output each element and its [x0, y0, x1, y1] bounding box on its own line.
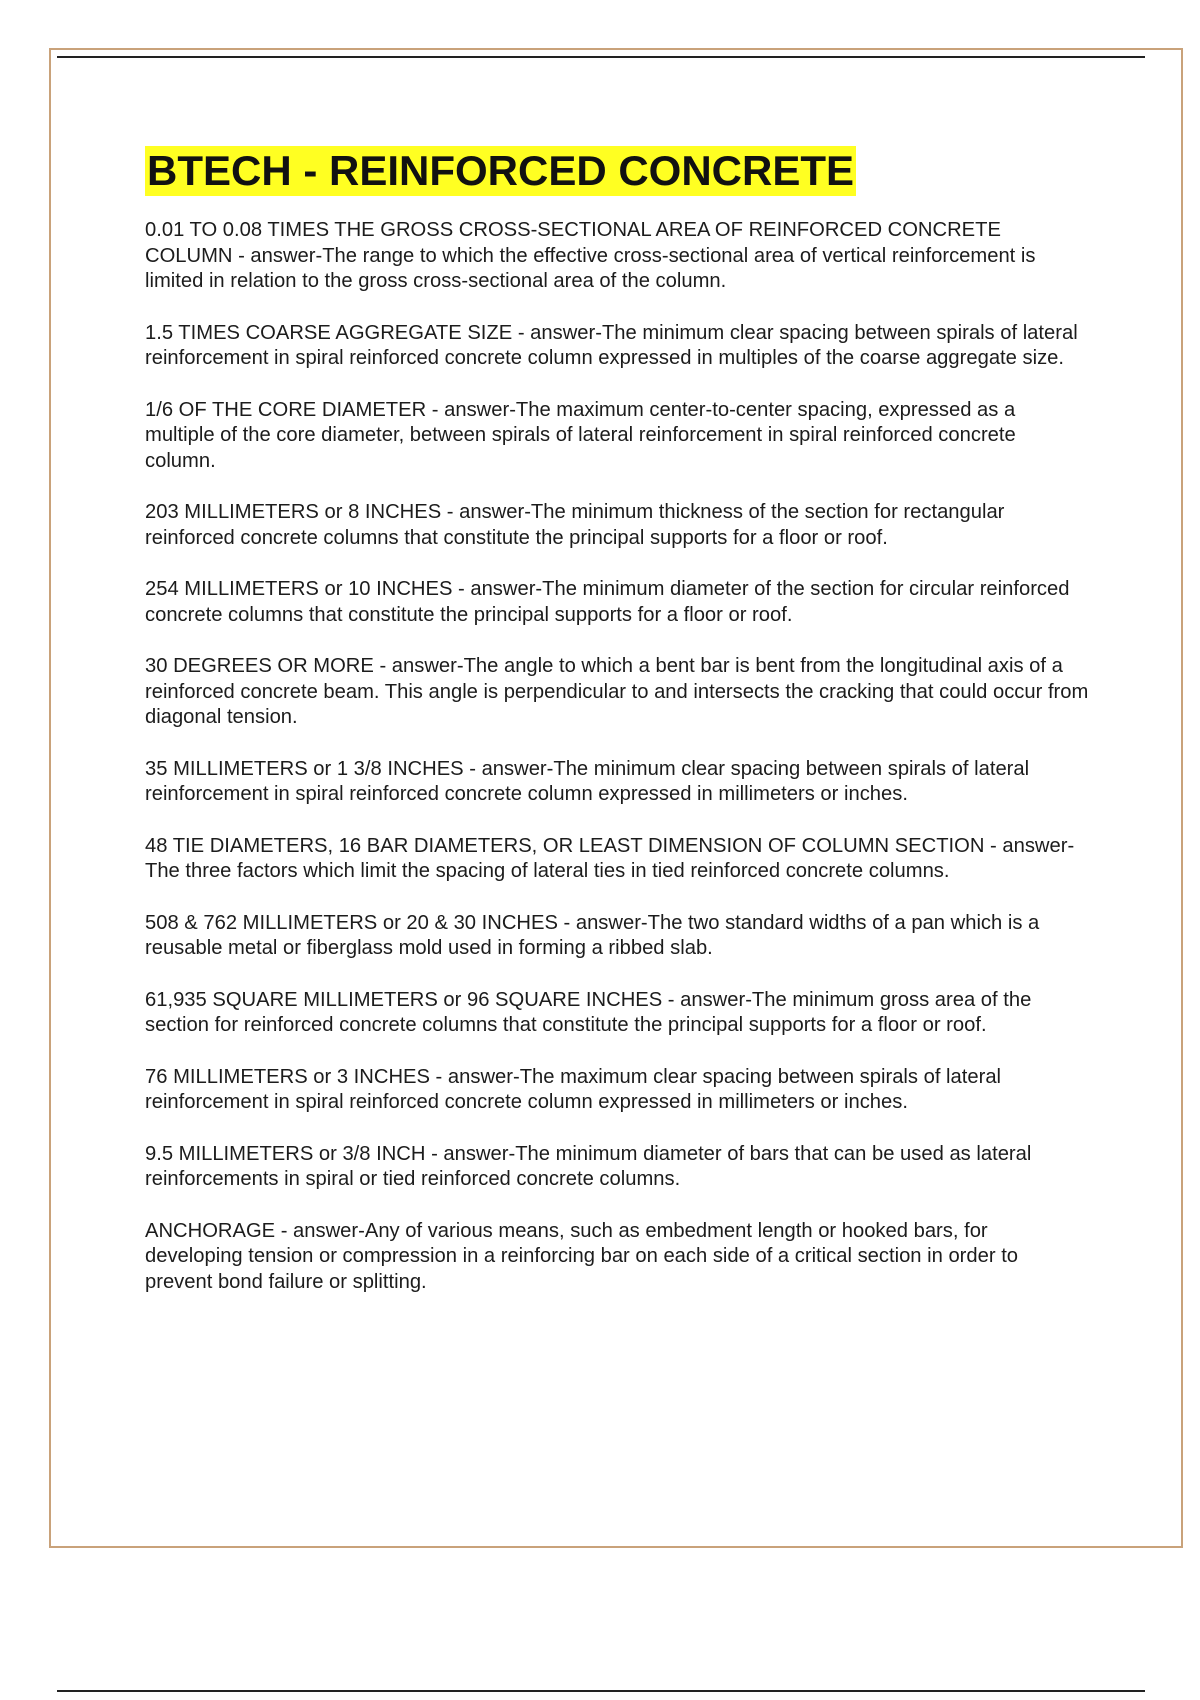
qa-item: 30 DEGREES OR MORE - answer-The angle to which a bent bar is bent from the longitudinal axis of a reinforced concrete beam. This angle is perpendicular to and intersects the cracking that could occur from diagonal tension.	[145, 655, 1089, 728]
qa-item: 76 MILLIMETERS or 3 INCHES - answer-The maximum clear spacing between spirals of lateral reinforcement in spiral reinforced concrete column expressed in millimeters or inches.	[145, 1065, 1002, 1113]
qa-item: ANCHORAGE - answer-Any of various means, such as embedment length or hooked bars, for developing tension or compression in a reinforcing bar on each side of a critical section in order to prevent bond failure or splitting.	[145, 1219, 1019, 1293]
document-content	[145, 146, 1090, 1321]
qa-list	[145, 218, 1090, 1295]
qa-item: 508 & 762 MILLIMETERS or 20 & 30 INCHES - answer-The two standard widths of a pan which is a reusable metal or fiberglass mold used in forming a ribbed slab.	[145, 911, 1040, 959]
qa-item: 254 MILLIMETERS or 10 INCHES - answer-The minimum diameter of the section for circular reinforced concrete columns that constitute the principal supports for a floor or roof.	[145, 578, 1070, 626]
qa-item: 48 TIE DIAMETERS, 16 BAR DIAMETERS, OR LEAST DIMENSION OF COLUMN SECTION - answer-The three factors which limit the spacing of lateral ties in tied reinforced concrete columns.	[145, 834, 1075, 882]
qa-item: 61,935 SQUARE MILLIMETERS or 96 SQUARE INCHES - answer-The minimum gross area of the section for reinforced concrete columns that constitute the principal supports for a floor or roof.	[145, 988, 1032, 1036]
qa-item: 0.01 TO 0.08 TIMES THE GROSS CROSS-SECTIONAL AREA OF REINFORCED CONCRETE COLUMN - answer-The range to which the effective cross-sectional area of vertical reinforcement is limited in relation to the gross cross-sectional area of the column.	[145, 219, 1036, 292]
qa-item: 1/6 OF THE CORE DIAMETER - answer-The maximum center-to-center spacing, expressed as a multiple of the core diameter, between spirals of lateral reinforcement in spiral reinforced concrete column.	[145, 398, 1016, 472]
qa-item: 203 MILLIMETERS or 8 INCHES - answer-The minimum thickness of the section for rectangular reinforced concrete columns that constitute the principal supports for a floor or roof.	[145, 501, 1005, 549]
qa-item: 1.5 TIMES COARSE AGGREGATE SIZE - answer-The minimum clear spacing between spirals of lateral reinforcement in spiral reinforced concrete column expressed in multiples of the coarse aggregate size.	[145, 321, 1078, 369]
page-title: BTECH - REINFORCED CONCRETE	[147, 147, 855, 194]
qa-item: 35 MILLIMETERS or 1 3/8 INCHES - answer-The minimum clear spacing between spirals of lateral reinforcement in spiral reinforced concrete column expressed in millimeters or inches.	[145, 757, 1030, 805]
bottom-rule	[57, 1690, 1145, 1692]
qa-item: 9.5 MILLIMETERS or 3/8 INCH - answer-The minimum diameter of bars that can be used as lateral reinforcements in spiral or tied reinforced concrete columns.	[145, 1142, 1032, 1190]
